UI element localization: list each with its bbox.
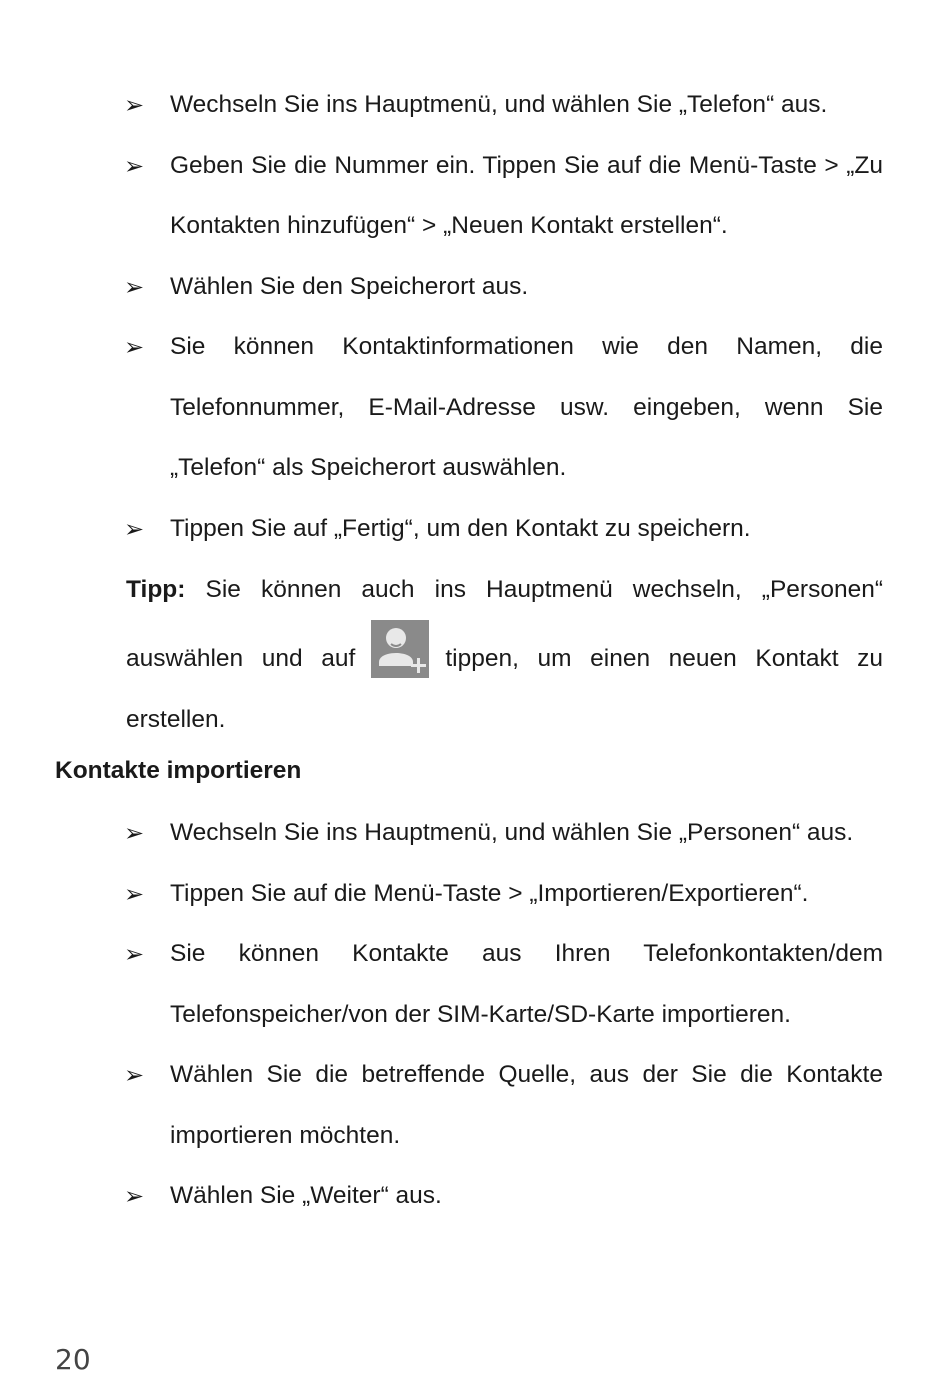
arrow-bullet-icon: ➢ bbox=[124, 940, 145, 968]
section-heading: Kontakte importieren bbox=[55, 757, 302, 784]
arrow-bullet-icon: ➢ bbox=[124, 91, 145, 119]
list-item bbox=[0, 1045, 950, 1166]
tip-paragraph bbox=[126, 559, 883, 750]
create-contact-steps bbox=[0, 75, 950, 559]
list-item-text: Wechseln Sie ins Hauptmenü, und wählen Sie „Telefon“ aus. bbox=[170, 91, 828, 118]
arrow-bullet-icon: ➢ bbox=[124, 1182, 145, 1210]
list-item bbox=[0, 257, 950, 318]
tip-text-after: tippen, um einen neuen Kontakt zu erstellen. bbox=[126, 645, 883, 733]
arrow-bullet-icon: ➢ bbox=[124, 514, 145, 543]
list-item bbox=[0, 317, 950, 499]
arrow-bullet-icon: ➢ bbox=[124, 819, 145, 847]
list-item-text: Wechseln Sie ins Hauptmenü, und wählen Sie „Personen“ aus. bbox=[170, 819, 854, 846]
list-item bbox=[0, 924, 950, 1045]
add-person-icon bbox=[371, 620, 429, 678]
list-item-text: Sie können Kontaktinformationen wie den Namen, die Telefonnummer, E-Mail-Adresse usw. eingeben, wenn Sie „Telefon“ als Speicherort auswählen. bbox=[170, 333, 883, 481]
tip-label: Tipp: bbox=[126, 576, 186, 603]
list-item bbox=[0, 136, 950, 257]
arrow-bullet-icon: ➢ bbox=[124, 1061, 145, 1089]
list-item-text: Wählen Sie die betreffende Quelle, aus der Sie die Kontakte importieren möchten. bbox=[170, 1061, 883, 1149]
import-contacts-steps bbox=[0, 803, 950, 1227]
list-item bbox=[0, 499, 950, 560]
page-number: 20 bbox=[55, 1343, 91, 1376]
list-item-text: Geben Sie die Nummer ein. Tippen Sie auf die Menü-Taste > „Zu Kontakten hinzufügen“ > „Neuen Kontakt erstellen“. bbox=[170, 151, 883, 239]
list-item-text: Tippen Sie auf „Fertig“, um den Kontakt zu speichern. bbox=[170, 514, 751, 542]
list-item bbox=[0, 1166, 950, 1227]
tip-text-before: Sie können auch ins Hauptmenü wechseln, „Personen“ auswählen und auf bbox=[126, 576, 883, 672]
arrow-bullet-icon: ➢ bbox=[124, 272, 145, 301]
arrow-bullet-icon: ➢ bbox=[124, 151, 145, 180]
list-item-text: Sie können Kontakte aus Ihren Telefonkontakten/dem Telefonspeicher/von der SIM-Karte/SD-Karte importieren. bbox=[170, 940, 883, 1028]
list-item-text: Tippen Sie auf die Menü-Taste > „Importieren/Exportieren“. bbox=[170, 879, 809, 907]
list-item bbox=[0, 803, 950, 864]
list-item bbox=[0, 75, 950, 136]
arrow-bullet-icon: ➢ bbox=[124, 879, 145, 908]
list-item-text: Wählen Sie „Weiter“ aus. bbox=[170, 1182, 442, 1209]
list-item bbox=[0, 864, 950, 925]
arrow-bullet-icon: ➢ bbox=[124, 333, 145, 361]
list-item-text: Wählen Sie den Speicherort aus. bbox=[170, 272, 529, 300]
